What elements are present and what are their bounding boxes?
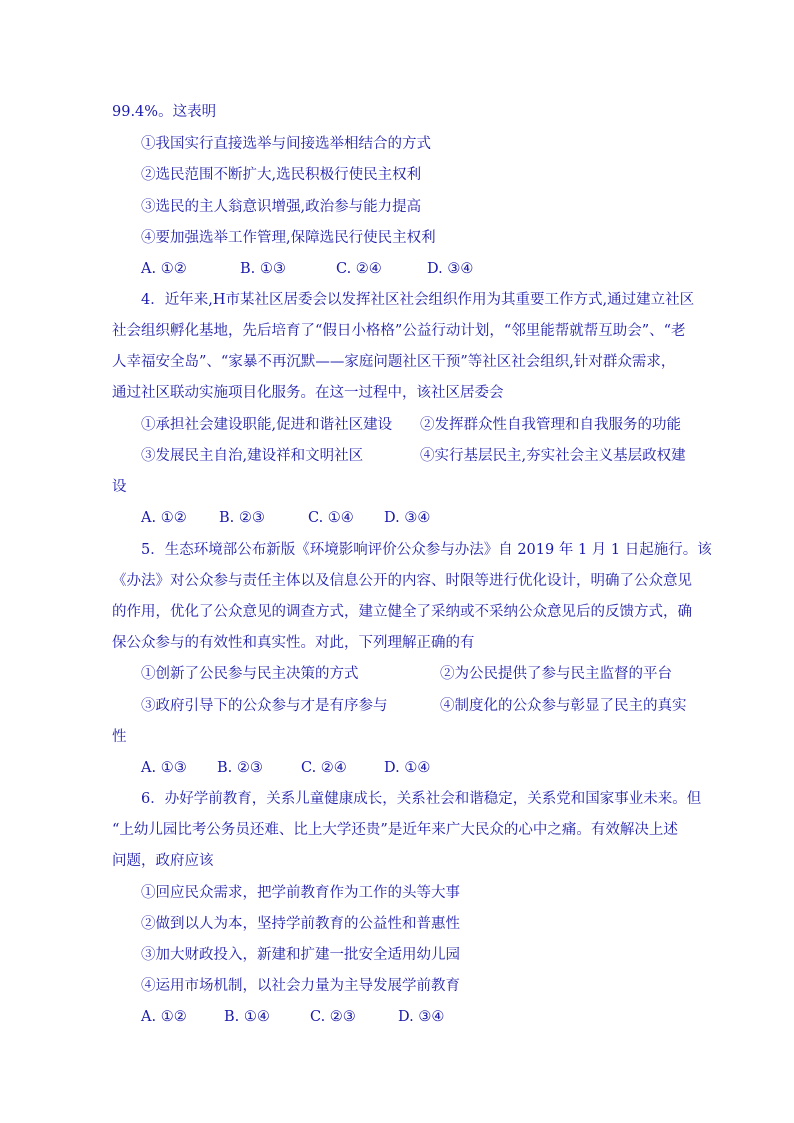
q5-option-a: A. ①③ bbox=[141, 760, 187, 776]
q4-item-2: ②发挥群众性自我管理和自我服务的功能 bbox=[420, 417, 681, 433]
q5-item-4: ④制度化的公众参与彰显了民主的真实 bbox=[440, 698, 687, 714]
q3-item-3: ③选民的主人翁意识增强,政治参与能力提高 bbox=[141, 199, 422, 215]
q3-option-b: B. ①③ bbox=[240, 261, 286, 277]
q5-option-d: D. ①④ bbox=[384, 760, 431, 776]
q5-stem-line-3: 的作用，优化了公众意见的调查方式，建立健全了采纳或不采纳公众意见后的反馈方式，确 bbox=[112, 604, 692, 620]
q6-item-3: ③加大财政投入，新建和扩建一批安全适用幼儿园 bbox=[141, 947, 460, 963]
q6-option-b: B. ①④ bbox=[224, 1009, 270, 1025]
q3-item-2: ②选民范围不断扩大,选民积极行使民主权利 bbox=[141, 167, 422, 183]
q6-option-a: A. ①② bbox=[141, 1009, 187, 1025]
q3-item-4: ④要加强选举工作管理,保障选民行使民主权利 bbox=[141, 230, 436, 246]
q6-item-2: ②做到以人为本，坚持学前教育的公益性和普惠性 bbox=[141, 916, 460, 932]
q6-option-c: C. ②③ bbox=[310, 1009, 356, 1025]
q4-stem-line-2: 社会组织孵化基地，先后培育了“假日小格格”公益行动计划，“邻里能帮就帮互助会”、“老 bbox=[112, 323, 686, 339]
q5-item-4-wrap: 性 bbox=[112, 729, 127, 745]
q3-item-1: ①我国实行直接选举与间接选举相结合的方式 bbox=[141, 136, 431, 152]
q5-option-b: B. ②③ bbox=[217, 760, 263, 776]
q6-stem-line-2: “上幼儿园比考公务员还难、比上大学还贵”是近年来广大民众的心中之痛。有效解决上述 bbox=[112, 822, 678, 838]
q4-item-1: ①承担社会建设职能,促进和谐社区建设 bbox=[141, 417, 393, 433]
q4-option-b: B. ②③ bbox=[219, 510, 265, 526]
q4-option-d: D. ③④ bbox=[384, 510, 431, 526]
q6-item-1: ①回应民众需求，把学前教育作为工作的头等大事 bbox=[141, 885, 460, 901]
q5-item-3: ③政府引导下的公众参与才是有序参与 bbox=[141, 698, 388, 714]
q5-item-2: ②为公民提供了参与民主监督的平台 bbox=[440, 666, 672, 682]
q3-stem-tail: 99.4%。这表明 bbox=[112, 104, 217, 120]
q3-option-a: A. ①② bbox=[141, 261, 187, 277]
q4-item-4: ④实行基层民主,夯实社会主义基层政权建 bbox=[420, 448, 686, 464]
q4-option-c: C. ①④ bbox=[308, 510, 354, 526]
q4-item-4-wrap: 设 bbox=[112, 479, 127, 495]
q4-stem-line-1: 4．近年来,H市某社区居委会以发挥社区社会组织作用为其重要工作方式,通过建立社区 bbox=[141, 292, 695, 308]
q5-stem-line-4: 保公众参与的有效性和真实性。对此，下列理解正确的有 bbox=[112, 635, 475, 651]
q4-option-a: A. ①② bbox=[141, 510, 187, 526]
q5-item-1: ①创新了公民参与民主决策的方式 bbox=[141, 666, 359, 682]
q5-stem-line-2: 《办法》对公众参与责任主体以及信息公开的内容、时限等进行优化设计，明确了公众意见 bbox=[112, 573, 692, 589]
q4-item-3: ③发展民主自治,建设祥和文明社区 bbox=[141, 448, 364, 464]
q5-stem-line-1: 5．生态环境部公布新版《环境影响评价公众参与办法》自 2019 年 1 月 1 日起施行。该 bbox=[141, 542, 712, 558]
q3-option-d: D. ③④ bbox=[427, 261, 474, 277]
q6-stem-line-3: 问题，政府应该 bbox=[112, 853, 214, 869]
q6-item-4: ④运用市场机制，以社会力量为主导发展学前教育 bbox=[141, 978, 460, 994]
q4-stem-line-3: 人幸福安全岛”、“家暴不再沉默——家庭问题社区干预”等社区社会组织,针对群众需求， bbox=[112, 354, 676, 370]
q4-stem-line-4: 通过社区联动实施项目化服务。在这一过程中，该社区居委会 bbox=[112, 385, 504, 401]
q6-stem-line-1: 6．办好学前教育，关系儿童健康成长，关系社会和谐稳定，关系党和国家事业未来。但 bbox=[141, 791, 702, 807]
q3-option-c: C. ②④ bbox=[336, 261, 382, 277]
q6-option-d: D. ③④ bbox=[398, 1009, 445, 1025]
q5-option-c: C. ②④ bbox=[301, 760, 347, 776]
